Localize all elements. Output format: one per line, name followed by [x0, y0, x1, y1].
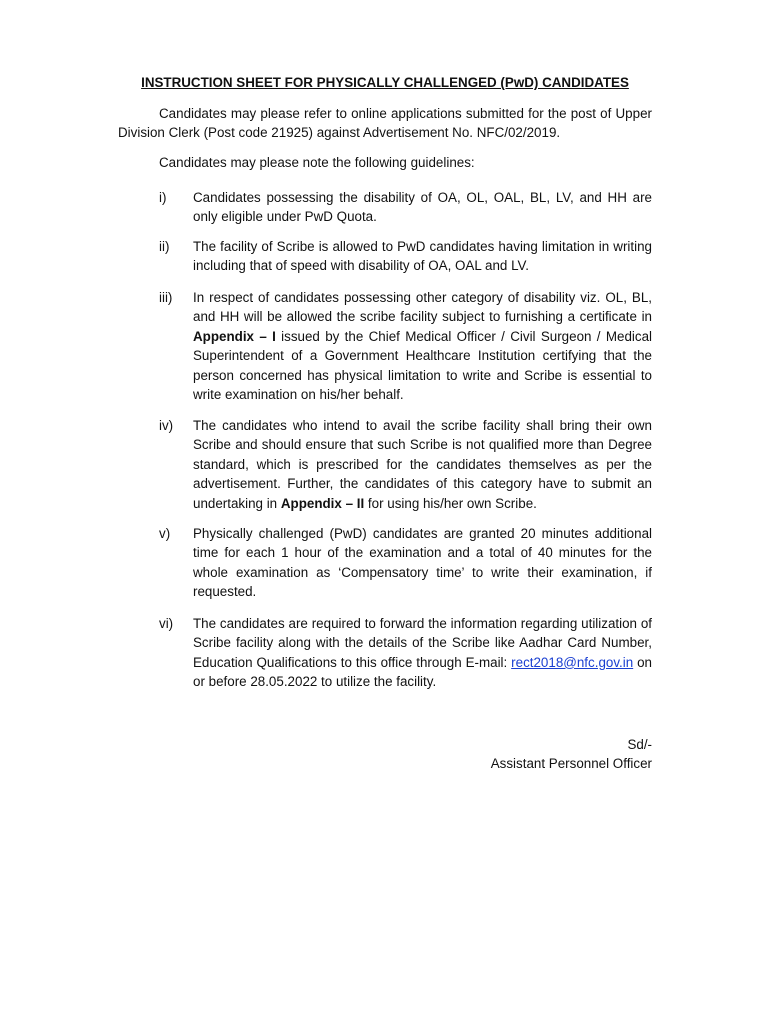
- guideline-number: iii): [159, 290, 173, 305]
- guideline-text: The facility of Scribe is allowed to PwD candidates having limitation in writing including that of speed with disability of OA, OAL and LV.: [193, 239, 652, 274]
- guideline-item-5: [159, 524, 652, 602]
- guideline-item-4: [159, 416, 652, 513]
- guideline-item-2: [159, 237, 652, 276]
- guideline-text: Physically challenged (PwD) candidates are granted 20 minutes additional time for each 1 hour of the examination and a total of 40 minutes for the whole examination as ‘Compensatory time’ to write their examination, if requested.: [193, 526, 652, 600]
- guideline-text-part: on or before 28.05.2022 to utilize the facility.: [193, 654, 652, 690]
- signature-designation: Assistant Personnel Officer: [490, 756, 652, 772]
- appendix-reference: Appendix – II: [280, 495, 365, 511]
- signature-sd: Sd/-: [627, 737, 652, 752]
- guideline-text-part: The candidates are required to forward the information regarding utilization of Scribe facility along with the details of the Scribe like Aadhar Card Number, Education Qualifications to this office through E-mail:: [193, 616, 652, 670]
- guideline-text-part: for using his/her own Scribe.: [364, 495, 537, 511]
- guideline-item-1: [159, 188, 652, 227]
- email-link[interactable]: rect2018@nfc.gov.in: [511, 654, 634, 670]
- signature-block: [400, 735, 652, 774]
- guideline-text: Candidates possessing the disability of OA, OL, OAL, BL, LV, and HH are only eligible under PwD Quota.: [193, 190, 652, 225]
- guideline-number: iv): [159, 418, 174, 433]
- appendix-reference: Appendix – I: [193, 328, 276, 344]
- guideline-number: i): [159, 190, 167, 205]
- guideline-item-3: [159, 288, 652, 404]
- guidelines-note: Candidates may please note the following guidelines:: [159, 155, 475, 170]
- guideline-number: ii): [159, 239, 170, 254]
- guideline-item-6: [159, 614, 652, 692]
- guideline-number: v): [159, 526, 171, 541]
- guideline-text-part: In respect of candidates possessing other category of disability viz. OL, BL, and HH will be allowed the scribe facility subject to furnishing a certificate in: [193, 290, 652, 325]
- guideline-text: [193, 288, 652, 404]
- guideline-number: vi): [159, 616, 174, 631]
- intro-paragraph: Candidates may please refer to online applications submitted for the post of Upper Division Clerk (Post code 21925) against Advertisement No. NFC/02/2019.: [118, 106, 652, 141]
- guideline-text-part: issued by the Chief Medical Officer / Civil Surgeon / Medical Superintendent of a Government Healthcare Institution certifying that the person concerned has physical limitation to write and Scribe is essential to write examination on his/her behalf.: [193, 328, 652, 403]
- guideline-text: [193, 614, 652, 692]
- page-title: INSTRUCTION SHEET FOR PHYSICALLY CHALLENGED (PwD) CANDIDATES: [141, 75, 629, 90]
- guideline-text-part: The candidates who intend to avail the scribe facility shall bring their own Scribe and should ensure that such Scribe is not qualified more than Degree standard, which is prescribed for the candidates themselves as per the advertisement. Further, the candidates of this category have to submit an undertaking in: [193, 418, 652, 511]
- guideline-text: [193, 416, 652, 513]
